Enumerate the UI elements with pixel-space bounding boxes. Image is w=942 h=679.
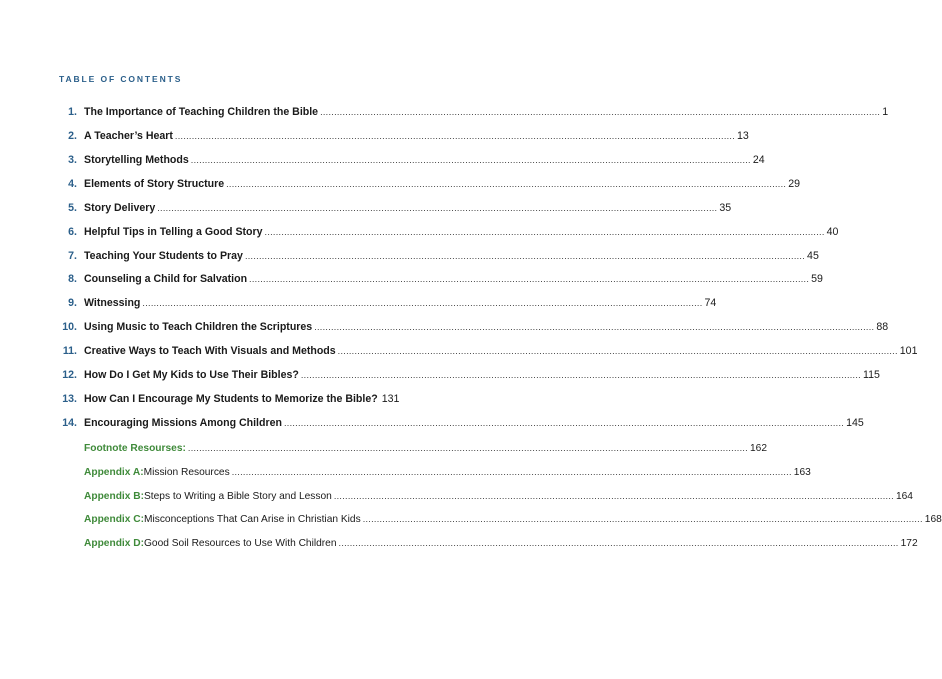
page-number: 172 [900, 538, 918, 549]
chapter-entry [84, 105, 889, 119]
chapter-number: 14. [62, 417, 77, 429]
page-number: 131 [381, 393, 400, 405]
dot-leader [191, 153, 751, 167]
toc-heading: TABLE OF CONTENTS [59, 74, 183, 84]
page-number: 74 [704, 297, 717, 309]
toc-appendix-row [0, 536, 918, 550]
chapter-title: A Teacher’s Heart [84, 130, 173, 142]
chapter-title: How Can I Encourage My Students to Memorize the Bible? [84, 393, 378, 405]
chapter-title: Counseling a Child for Salvation [84, 273, 248, 285]
chapter-entry [84, 249, 819, 263]
dot-leader [320, 105, 880, 119]
page-number: 1 [882, 106, 889, 118]
dot-leader [175, 129, 735, 143]
chapter-number: 12. [62, 369, 77, 381]
toc-chapter-row [0, 249, 819, 263]
chapter-number: 5. [68, 202, 77, 214]
toc-chapter-row [0, 153, 765, 167]
page-number: 115 [862, 369, 880, 381]
chapter-number: 10. [62, 321, 77, 333]
chapter-title: The Importance of Teaching Children the Bible [84, 106, 319, 118]
appendix-entry [84, 441, 767, 456]
appendix-entry [84, 512, 942, 527]
dot-leader [245, 249, 805, 263]
toc-chapter-row [0, 105, 889, 119]
chapter-number: 4. [68, 178, 77, 190]
page-number: 29 [788, 178, 801, 190]
chapter-title: Story Delivery [84, 202, 156, 214]
toc-appendix-row [0, 465, 811, 479]
dot-leader [188, 441, 748, 455]
dot-leader [249, 272, 809, 286]
dot-leader [339, 536, 899, 550]
chapter-number: 9. [68, 297, 77, 309]
chapter-number: 7. [68, 250, 77, 262]
appendix-label: Appendix A: [84, 467, 144, 478]
toc-chapter-row [0, 177, 801, 191]
chapter-entry [84, 416, 864, 430]
chapter-entry [84, 177, 801, 191]
chapter-title: How Do I Get My Kids to Use Their Bibles? [84, 369, 299, 381]
dot-leader [157, 201, 717, 215]
chapter-title: Helpful Tips in Telling a Good Story [84, 226, 263, 238]
chapter-entry [84, 320, 889, 334]
toc-appendix-row [0, 441, 767, 455]
toc-chapter-row [0, 368, 880, 382]
chapter-title: Elements of Story Structure [84, 178, 225, 190]
chapter-number: 3. [68, 154, 77, 166]
chapter-entry [84, 225, 839, 239]
chapter-title: Witnessing [84, 297, 141, 309]
chapter-title: Storytelling Methods [84, 154, 189, 166]
appendix-label: Appendix C: [84, 514, 144, 525]
dot-leader [232, 465, 792, 479]
dot-leader [142, 296, 702, 310]
chapter-number: 13. [62, 393, 77, 405]
appendix-title: Mission Resources [143, 467, 230, 478]
chapter-entry [84, 129, 749, 143]
toc-chapter-row [0, 416, 864, 430]
chapter-number: 2. [68, 130, 77, 142]
page-number: 24 [752, 154, 765, 166]
appendix-entry [84, 536, 918, 551]
chapter-title: Teaching Your Students to Pray [84, 250, 243, 262]
chapter-entry [84, 296, 717, 310]
page-number: 40 [826, 226, 839, 238]
dot-leader [284, 416, 844, 430]
chapter-entry [84, 272, 823, 286]
toc-chapter-row [0, 320, 889, 334]
chapter-title: Creative Ways to Teach With Visuals and Methods [84, 345, 336, 357]
dot-leader [334, 489, 894, 503]
appendix-title: Misconceptions That Can Arise in Christian Kids [144, 514, 361, 525]
toc-chapter-row [0, 344, 918, 358]
page-number: 164 [895, 491, 913, 502]
page-number: 168 [924, 514, 942, 525]
chapter-entry [84, 201, 732, 215]
appendix-entry [84, 489, 913, 504]
toc-chapter-row [0, 225, 839, 239]
toc-appendix-row [0, 489, 913, 503]
chapter-entry [84, 153, 765, 167]
page-number: 35 [719, 202, 732, 214]
page-number: 45 [807, 250, 819, 262]
chapter-number: 8. [68, 273, 77, 285]
chapter-number: 6. [68, 226, 77, 238]
appendix-label: Appendix B: [84, 491, 144, 502]
toc-chapter-row [0, 272, 823, 286]
dot-leader [363, 512, 923, 526]
dot-leader [265, 225, 825, 239]
page-number: 145 [846, 417, 864, 429]
chapter-entry [84, 368, 880, 382]
chapter-title: Encouraging Missions Among Children [84, 417, 282, 429]
dot-leader [226, 177, 786, 191]
page-number: 163 [793, 467, 811, 478]
dot-leader [301, 368, 861, 382]
toc-chapter-row [0, 392, 453, 406]
appendix-label: Footnote Resourses: [84, 443, 186, 454]
chapter-entry [84, 344, 918, 358]
toc-chapter-row [0, 296, 717, 310]
toc-chapter-row [0, 129, 749, 143]
page-number: 59 [811, 273, 823, 285]
page-number: 101 [899, 345, 918, 357]
appendix-label: Appendix D: [84, 538, 144, 549]
dot-leader [314, 320, 874, 334]
appendix-entry [84, 465, 811, 480]
appendix-title: Good Soil Resources to Use With Children [144, 538, 337, 549]
page-number: 88 [876, 321, 889, 333]
appendix-title: Steps to Writing a Bible Story and Lesson [144, 491, 332, 502]
page-number: 162 [750, 443, 767, 454]
page-number: 13 [737, 130, 749, 142]
toc-appendix-row [0, 512, 942, 526]
dot-leader [338, 344, 898, 358]
chapter-entry [84, 392, 400, 406]
chapter-number: 1. [68, 106, 77, 118]
chapter-number: 11. [62, 345, 77, 357]
toc-chapter-row [0, 201, 732, 215]
chapter-title: Using Music to Teach Children the Scriptures [84, 321, 313, 333]
